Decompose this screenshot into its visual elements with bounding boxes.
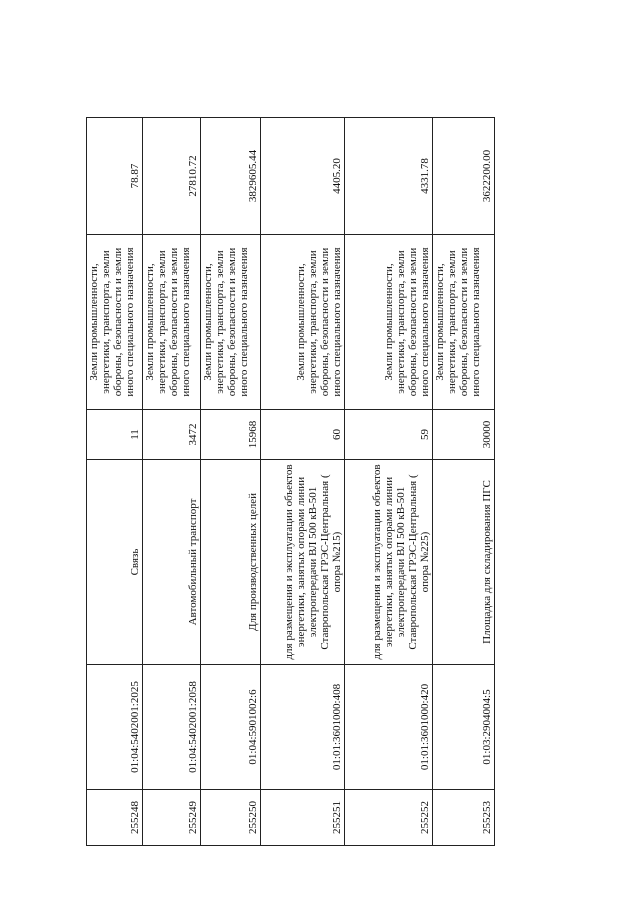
cell-id: 255251 (261, 790, 345, 846)
cell-cadastral: 01:01:3601000:408 (261, 665, 345, 790)
table-row (143, 118, 201, 846)
cell-category: Земли промышленности, энергетики, транспорта, земли обороны, безопасности и земли иного специального назначения (143, 235, 201, 410)
cell-category: Земли промышленности, энергетики, транспорта, земли обороны, безопасности и земли иного специального назначения (87, 235, 143, 410)
cell-id: 255252 (345, 790, 433, 846)
cell-category: Земли промышленности, энергетики, транспорта, земли обороны, безопасности и земли иного специального назначения (345, 235, 433, 410)
cell-value: 3829605.44 (201, 118, 261, 235)
cell-cadastral: 01:04:5402001:2058 (143, 665, 201, 790)
cell-id: 255248 (87, 790, 143, 846)
cell-category: Земли промышленности, энергетики, транспорта, земли обороны, безопасности и земли иного специального назначения (261, 235, 345, 410)
cell-value: 4331.78 (345, 118, 433, 235)
cell-id: 255249 (143, 790, 201, 846)
cell-value: 4405.20 (261, 118, 345, 235)
rotated-table-frame (86, 118, 494, 846)
cell-category: Земли промышленности, энергетики, транспорта, земли обороны, безопасности и земли иного специального назначения (433, 235, 495, 410)
cell-area: 60 (261, 410, 345, 460)
cell-cadastral: 01:04:5402001:2025 (87, 665, 143, 790)
cell-cadastral: 01:01:3601000:420 (345, 665, 433, 790)
cell-use: Для производственных целей (201, 460, 261, 665)
cell-value: 78.87 (87, 118, 143, 235)
cell-value: 27810.72 (143, 118, 201, 235)
table-row (433, 118, 495, 846)
cell-cadastral: 01:03:2904004:5 (433, 665, 495, 790)
table-row (261, 118, 345, 846)
land-plots-table (86, 117, 495, 846)
cell-use: для размещения и эксплуатации объектов энергетики, занятых опорами линии электропередачи ВЛ 500 кВ-501 Ставропольская ГРЭС-Центральная ( опора №225) (345, 460, 433, 665)
cell-area: 3472 (143, 410, 201, 460)
table-rotation-wrapper (86, 118, 494, 846)
cell-area: 30000 (433, 410, 495, 460)
cell-category: Земли промышленности, энергетики, транспорта, земли обороны, безопасности и земли иного специального назначения (201, 235, 261, 410)
cell-area: 15968 (201, 410, 261, 460)
table-row (201, 118, 261, 846)
cell-cadastral: 01:04:5901002:6 (201, 665, 261, 790)
cell-use: Площадка для складирования ПГС (433, 460, 495, 665)
table-row (87, 118, 143, 846)
cell-use: Связь (87, 460, 143, 665)
cell-use: для размещения и эксплуатации объектов энергетики, занятых опорами линии электропередачи ВЛ 500 кВ-501 Ставропольская ГРЭС-Центральная ( опора №215) (261, 460, 345, 665)
cell-area: 59 (345, 410, 433, 460)
cell-use: Автомобильный транспорт (143, 460, 201, 665)
cell-id: 255250 (201, 790, 261, 846)
cell-id: 255253 (433, 790, 495, 846)
cell-value: 3622200.00 (433, 118, 495, 235)
table-row (345, 118, 433, 846)
cell-area: 11 (87, 410, 143, 460)
